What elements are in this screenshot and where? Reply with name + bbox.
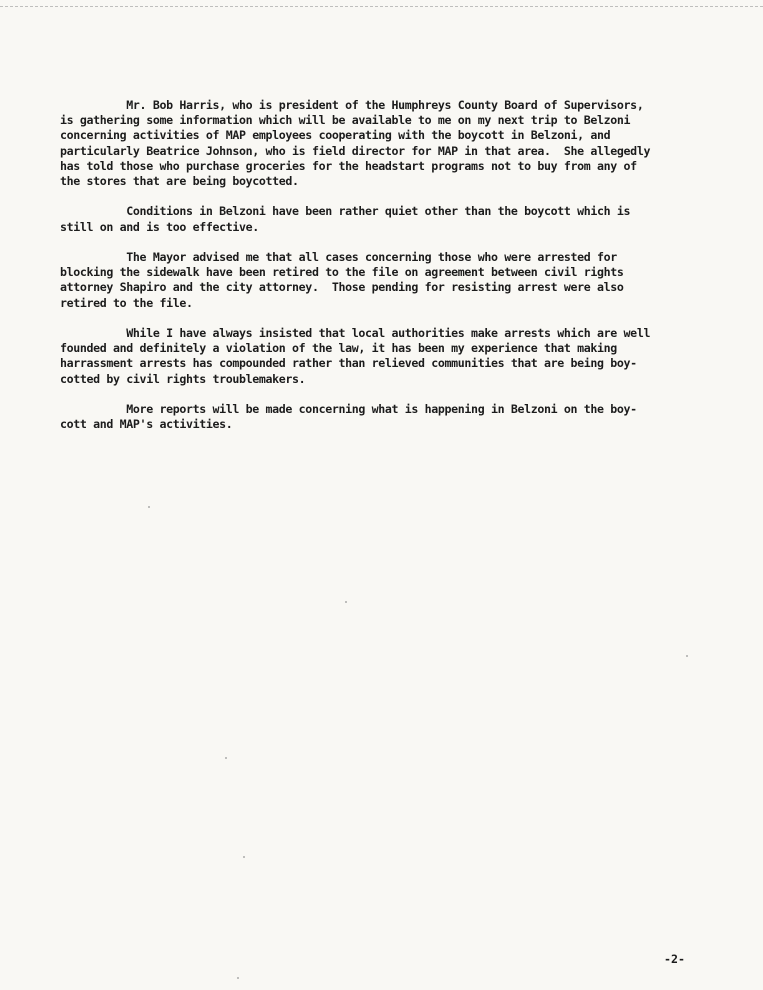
- paragraph-5: [60, 402, 735, 432]
- text-line: founded and definitely a violation of the law, it has been my experience that making: [60, 341, 617, 356]
- text-line: While I have always insisted that local authorities make arrests which are well: [60, 326, 651, 340]
- text-line: the stores that are being boycotted.: [60, 174, 299, 189]
- text-line: Mr. Bob Harris, who is president of the Humphreys County Board of Supervisors,: [60, 98, 644, 112]
- document-body: [60, 98, 735, 448]
- text-line: still on and is too effective.: [60, 219, 259, 234]
- page-number: -2-: [664, 952, 685, 966]
- text-line: concerning activities of MAP employees cooperating with the boycott in Belzoni, and: [60, 128, 611, 143]
- text-line: harrassment arrests has compounded rather than relieved communities that are being boy-: [60, 356, 637, 371]
- text-line: cott and MAP's activities.: [60, 417, 233, 432]
- paragraph-3: [60, 250, 735, 311]
- text-line: More reports will be made concerning what is happening in Belzoni on the boy-: [60, 402, 637, 416]
- text-line: attorney Shapiro and the city attorney. Those pending for resisting arrest were also: [60, 280, 624, 295]
- paragraph-2: [60, 204, 735, 234]
- text-line: cotted by civil rights troublemakers.: [60, 371, 306, 386]
- page-top-edge: [0, 0, 763, 7]
- scan-speck: [686, 655, 688, 657]
- text-line: is gathering some information which will be available to me on my next trip to Belzoni: [60, 113, 631, 128]
- text-line: blocking the sidewalk have been retired to the file on agreement between civil rights: [60, 265, 624, 280]
- scan-speck: [243, 856, 245, 858]
- paragraph-1: [60, 98, 735, 189]
- text-line: Conditions in Belzoni have been rather quiet other than the boycott which is: [60, 204, 631, 219]
- scan-speck: [225, 757, 227, 759]
- text-line: has told those who purchase groceries for the headstart programs not to buy from any of: [60, 158, 637, 173]
- text-line: particularly Beatrice Johnson, who is field director for MAP in that area. She allegedly: [60, 143, 651, 158]
- text-line: retired to the file.: [60, 295, 193, 310]
- paragraph-4: [60, 326, 735, 387]
- text-line: The Mayor advised me that all cases concerning those who were arrested for: [60, 250, 617, 264]
- scan-speck: [148, 506, 150, 508]
- scan-speck: [237, 977, 239, 979]
- scan-speck: [345, 601, 347, 603]
